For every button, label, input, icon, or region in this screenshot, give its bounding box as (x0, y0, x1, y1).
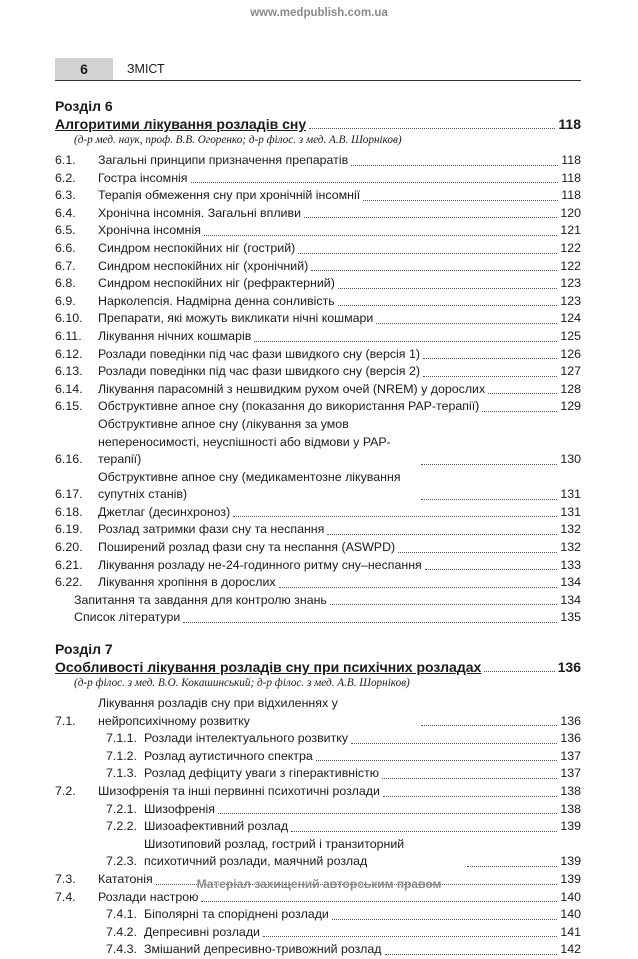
entry-title: Список літератури (74, 610, 181, 625)
entry-number: 6.16. (55, 452, 83, 467)
toc-entry[interactable] (55, 328, 581, 346)
dot-leader (351, 165, 558, 166)
entry-page: 118 (561, 153, 581, 167)
entry-title: Шизофренія (144, 801, 215, 816)
toc-entry[interactable] (55, 783, 581, 801)
dot-leader (263, 936, 557, 937)
dot-leader (338, 288, 557, 289)
entry-number: 7.2.3. (106, 854, 138, 869)
entry-title: Хронічна інсомнія (98, 223, 201, 238)
section-label: Розділ 6 (55, 98, 113, 114)
toc-extra-entry[interactable] (55, 609, 581, 627)
entry-page: 136 (560, 713, 581, 728)
dot-leader (327, 534, 557, 535)
section-authors: (д-р філос. з мед. В.О. Кокашинський; д-р філос. з мед. А.В. Шорніков) (74, 677, 410, 690)
toc-entry[interactable] (55, 889, 581, 907)
entry-page: 118 (558, 116, 581, 132)
entry-title: Запитання та завдання для контролю знань (74, 592, 327, 607)
toc-subentry[interactable] (55, 941, 581, 959)
entry-page: 137 (560, 748, 581, 763)
dot-leader (488, 393, 557, 394)
entry-page: 133 (560, 557, 581, 572)
entry-title: Розлад аутистичного спектра (144, 748, 313, 763)
toc-subentry[interactable] (55, 818, 581, 836)
entry-number: 6.21. (55, 557, 83, 572)
entry-title: Шизотиповий розлад, гострий і транзиторний психотичний розлади, маячний розлад (144, 836, 405, 869)
dot-leader (376, 323, 557, 324)
dot-leader (304, 217, 557, 218)
entry-title: Препарати, які можуть викликати нічні кошмари (98, 311, 374, 326)
toc-entry[interactable] (55, 363, 581, 381)
toc-entry[interactable] (55, 469, 581, 504)
dot-leader (291, 831, 557, 832)
entry-number: 7.1.3. (106, 766, 138, 781)
dot-leader (191, 182, 559, 183)
entry-page: 132 (560, 522, 581, 537)
entry-number: 6.11. (55, 328, 82, 343)
publisher-site-watermark: www.medpublish.com.ua (250, 7, 388, 19)
entry-number: 6.9. (55, 293, 76, 308)
entry-page: 125 (560, 328, 581, 343)
entry-title: Розлади інтелектуального розвитку (144, 731, 349, 746)
dot-leader (201, 901, 557, 902)
entry-title: Лікування розладів сну при відхиленнях у нейропсихічному розвитку (98, 696, 338, 728)
dot-leader (398, 552, 557, 553)
entry-title: Гостра інсомнія (98, 170, 188, 185)
entry-title: Особливості лікування розладів сну при психічних розладах (55, 659, 482, 676)
toc-subentry[interactable] (55, 730, 581, 748)
toc-extra-entry[interactable] (55, 592, 581, 610)
entry-number: 7.3. (55, 871, 76, 886)
entry-title: Терапія обмеження сну при хронічній інсомнії (98, 188, 361, 203)
toc-entry[interactable] (55, 695, 581, 730)
toc-entry[interactable] (55, 240, 581, 258)
entry-title: Розлад дефіциту уваги з гіперактивністю (144, 766, 380, 781)
entry-title: Хронічна інсомнія. Загальні впливи (98, 205, 301, 220)
toc-entry[interactable] (55, 398, 581, 416)
entry-number: 6.3. (55, 188, 76, 203)
dot-leader (338, 305, 558, 306)
entry-title: Кататонія (98, 871, 153, 886)
entry-page: 134 (560, 575, 581, 590)
page-number: 6 (55, 58, 113, 80)
entry-page: 137 (560, 766, 581, 781)
dot-leader (204, 235, 557, 236)
entry-title: Розлади поведінки під час фази швидкого сну (версія 1) (98, 346, 420, 361)
entry-number: 6.15. (55, 399, 83, 414)
entry-number: 6.5. (55, 223, 76, 238)
entry-page: 138 (560, 801, 581, 816)
entry-title: Змішаний депресивно-тривожний розлад (144, 942, 382, 957)
entry-page: 131 (560, 487, 581, 502)
toc-entry[interactable] (55, 205, 581, 223)
entry-page: 140 (560, 907, 581, 922)
section-gap (55, 627, 581, 640)
entry-title: Алгоритими лікування розладів сну (55, 116, 307, 132)
entry-title: Синдром неспокійних ніг (гострий) (98, 240, 296, 255)
entry-page: 118 (561, 188, 581, 203)
entry-page: 141 (560, 924, 581, 939)
entry-title: Розлади настрою (98, 889, 199, 904)
toc-entry[interactable] (55, 504, 581, 522)
toc-entry[interactable] (55, 275, 581, 293)
entry-page: 142 (560, 942, 581, 957)
entry-number: 6.12. (55, 346, 83, 361)
entry-title: Біполярні та споріднені розлади (144, 907, 329, 922)
section-title-link[interactable] (55, 658, 581, 676)
entry-title: Поширений розлад фази сну та неспання (ASWPD) (98, 540, 396, 555)
entry-number: 6.8. (55, 276, 76, 291)
entry-title: Нарколепсія. Надмірна денна сонливість (98, 293, 335, 308)
entry-title: Синдром неспокійних ніг (рефрактерний) (98, 276, 335, 291)
dot-leader (385, 954, 558, 955)
entry-page: 134 (560, 592, 581, 607)
dot-leader (332, 919, 557, 920)
entry-page: 132 (560, 540, 581, 555)
entry-title: Розлади поведінки під час фази швидкого сну (версія 2) (98, 364, 420, 379)
entry-page: 123 (560, 293, 581, 308)
entry-title: Лікування розладу не-24-годинного ритму сну–неспання (98, 557, 422, 572)
entry-title: Шизоафективний розлад (144, 819, 289, 834)
entry-number: 6.6. (55, 240, 76, 255)
entry-title: Лікування хропіння в дорослих (98, 575, 276, 590)
dot-leader (482, 411, 557, 412)
entry-number: 7.2.1. (106, 801, 138, 816)
entry-number: 7.4.3. (106, 942, 138, 957)
toc-subentry[interactable] (55, 836, 581, 871)
toc-entry[interactable] (55, 258, 581, 276)
entry-number: 7.2.2. (106, 819, 138, 834)
entry-title: Синдром неспокійних ніг (хронічний) (98, 258, 309, 273)
table-of-contents (55, 97, 581, 959)
dot-leader (383, 796, 557, 797)
toc-entry[interactable] (55, 187, 581, 205)
entry-page: 124 (560, 311, 581, 326)
dot-leader (218, 813, 557, 814)
entry-title: Обструктивне апное сну (лікування за умов непереносимості, неуспішності або відмови у PAP-терапії) (98, 416, 391, 467)
toc-entry[interactable] (55, 170, 581, 188)
entry-page: 135 (560, 610, 581, 625)
entry-page: 131 (560, 504, 581, 519)
entry-page: 122 (560, 240, 581, 255)
entry-number: 7.4.1. (106, 907, 138, 922)
entry-page: 123 (560, 276, 581, 291)
entry-page: 130 (560, 452, 581, 467)
entry-number: 7.1.1. (106, 731, 138, 746)
toc-entry[interactable] (55, 557, 581, 575)
section-title-link[interactable] (55, 115, 581, 133)
entry-number: 7.4.2. (106, 924, 138, 939)
toc-subentry[interactable] (55, 924, 581, 942)
entry-number: 7.1. (55, 713, 76, 728)
entry-title: Лікування парасомній з нешвидким рухом очей (NREM) у дорослих (98, 381, 486, 396)
dot-leader (484, 671, 554, 672)
dot-leader (351, 743, 557, 744)
dot-leader (363, 200, 558, 201)
entry-number: 6.13. (55, 364, 83, 379)
dot-leader (421, 499, 557, 500)
page-header (55, 58, 581, 81)
dot-leader (309, 128, 555, 129)
dot-leader (311, 270, 557, 271)
entry-number: 7.4. (55, 889, 76, 904)
toc-subentry[interactable] (55, 906, 581, 924)
entry-page: 136 (560, 731, 581, 746)
dot-leader (382, 778, 557, 779)
section-label: Розділ 7 (55, 641, 113, 658)
entry-title: Загальні принципи призначення препаратів (98, 153, 349, 167)
toc-entry[interactable] (55, 152, 581, 170)
entry-page: 139 (560, 819, 581, 834)
entry-number: 6.20. (55, 540, 83, 555)
section-authors: (д-р мед. наук, проф. В.В. Огоренко; д-р філос. з мед. А.В. Шорніков) (74, 134, 402, 146)
entry-title: Джетлаг (десинхроноз) (98, 504, 231, 519)
entry-page: 127 (560, 364, 581, 379)
entry-number: 6.22. (55, 575, 83, 590)
copyright-footer: Матеріал захищений авторським правом (196, 877, 442, 891)
toc-entry[interactable] (55, 310, 581, 328)
toc-entry[interactable] (55, 222, 581, 240)
toc-entry[interactable] (55, 574, 581, 592)
entry-number: 6.2. (55, 170, 76, 185)
entry-title: Лікування нічних кошмарів (98, 328, 252, 343)
dot-leader (233, 516, 557, 517)
dot-leader (425, 569, 558, 570)
entry-page: 120 (560, 205, 581, 220)
dot-leader (421, 464, 557, 465)
entry-number: 6.19. (55, 522, 83, 537)
entry-number: 6.14. (55, 381, 83, 396)
dot-leader (279, 587, 558, 588)
entry-title: Розлад затримки фази сну та неспання (98, 522, 325, 537)
entry-number: 7.2. (55, 784, 76, 798)
entry-title: Шизофренія та інші первинні психотичні розлади (98, 784, 380, 798)
toc-subentry[interactable] (55, 748, 581, 766)
entry-title: Обструктивне апное сну (показання до використання PAP-терапії) (98, 399, 480, 414)
entry-page: 118 (561, 170, 581, 185)
entry-number: 6.1. (55, 153, 76, 167)
entry-title: Депресивні розлади (144, 924, 260, 939)
entry-page: 122 (560, 258, 581, 273)
toc-entry[interactable] (55, 346, 581, 364)
toc-entry[interactable] (55, 539, 581, 557)
toc-entry[interactable] (55, 416, 581, 469)
entry-number: 6.10. (55, 311, 83, 326)
dot-leader (467, 866, 557, 867)
toc-entry[interactable] (55, 293, 581, 311)
entry-page: 138 (560, 784, 581, 798)
entry-page: 136 (557, 659, 581, 676)
entry-number: 6.7. (55, 258, 76, 273)
entry-page: 126 (560, 346, 581, 361)
toc-subentry[interactable] (55, 765, 581, 783)
entry-number: 7.1.2. (106, 748, 138, 763)
running-title: ЗМІСТ (127, 62, 165, 76)
entry-page: 139 (560, 871, 581, 886)
entry-number: 6.4. (55, 205, 76, 220)
toc-entry[interactable] (55, 381, 581, 399)
entry-number: 6.17. (55, 487, 83, 502)
entry-page: 121 (560, 223, 581, 238)
toc-subentry[interactable] (55, 801, 581, 819)
entry-page: 129 (560, 399, 581, 414)
dot-leader (330, 604, 557, 605)
dot-leader (423, 376, 557, 377)
entry-page: 139 (560, 854, 581, 869)
toc-entry[interactable] (55, 521, 581, 539)
entry-number: 6.18. (55, 504, 83, 519)
entry-page: 140 (560, 889, 581, 904)
entry-title: Обструктивне апное сну (медикаментозне лікування супутніх станів) (98, 469, 401, 502)
dot-leader (421, 725, 557, 726)
dot-leader (423, 358, 557, 359)
entry-page: 128 (560, 381, 581, 396)
dot-leader (298, 253, 557, 254)
dot-leader (254, 341, 557, 342)
dot-leader (316, 760, 558, 761)
dot-leader (183, 622, 557, 623)
